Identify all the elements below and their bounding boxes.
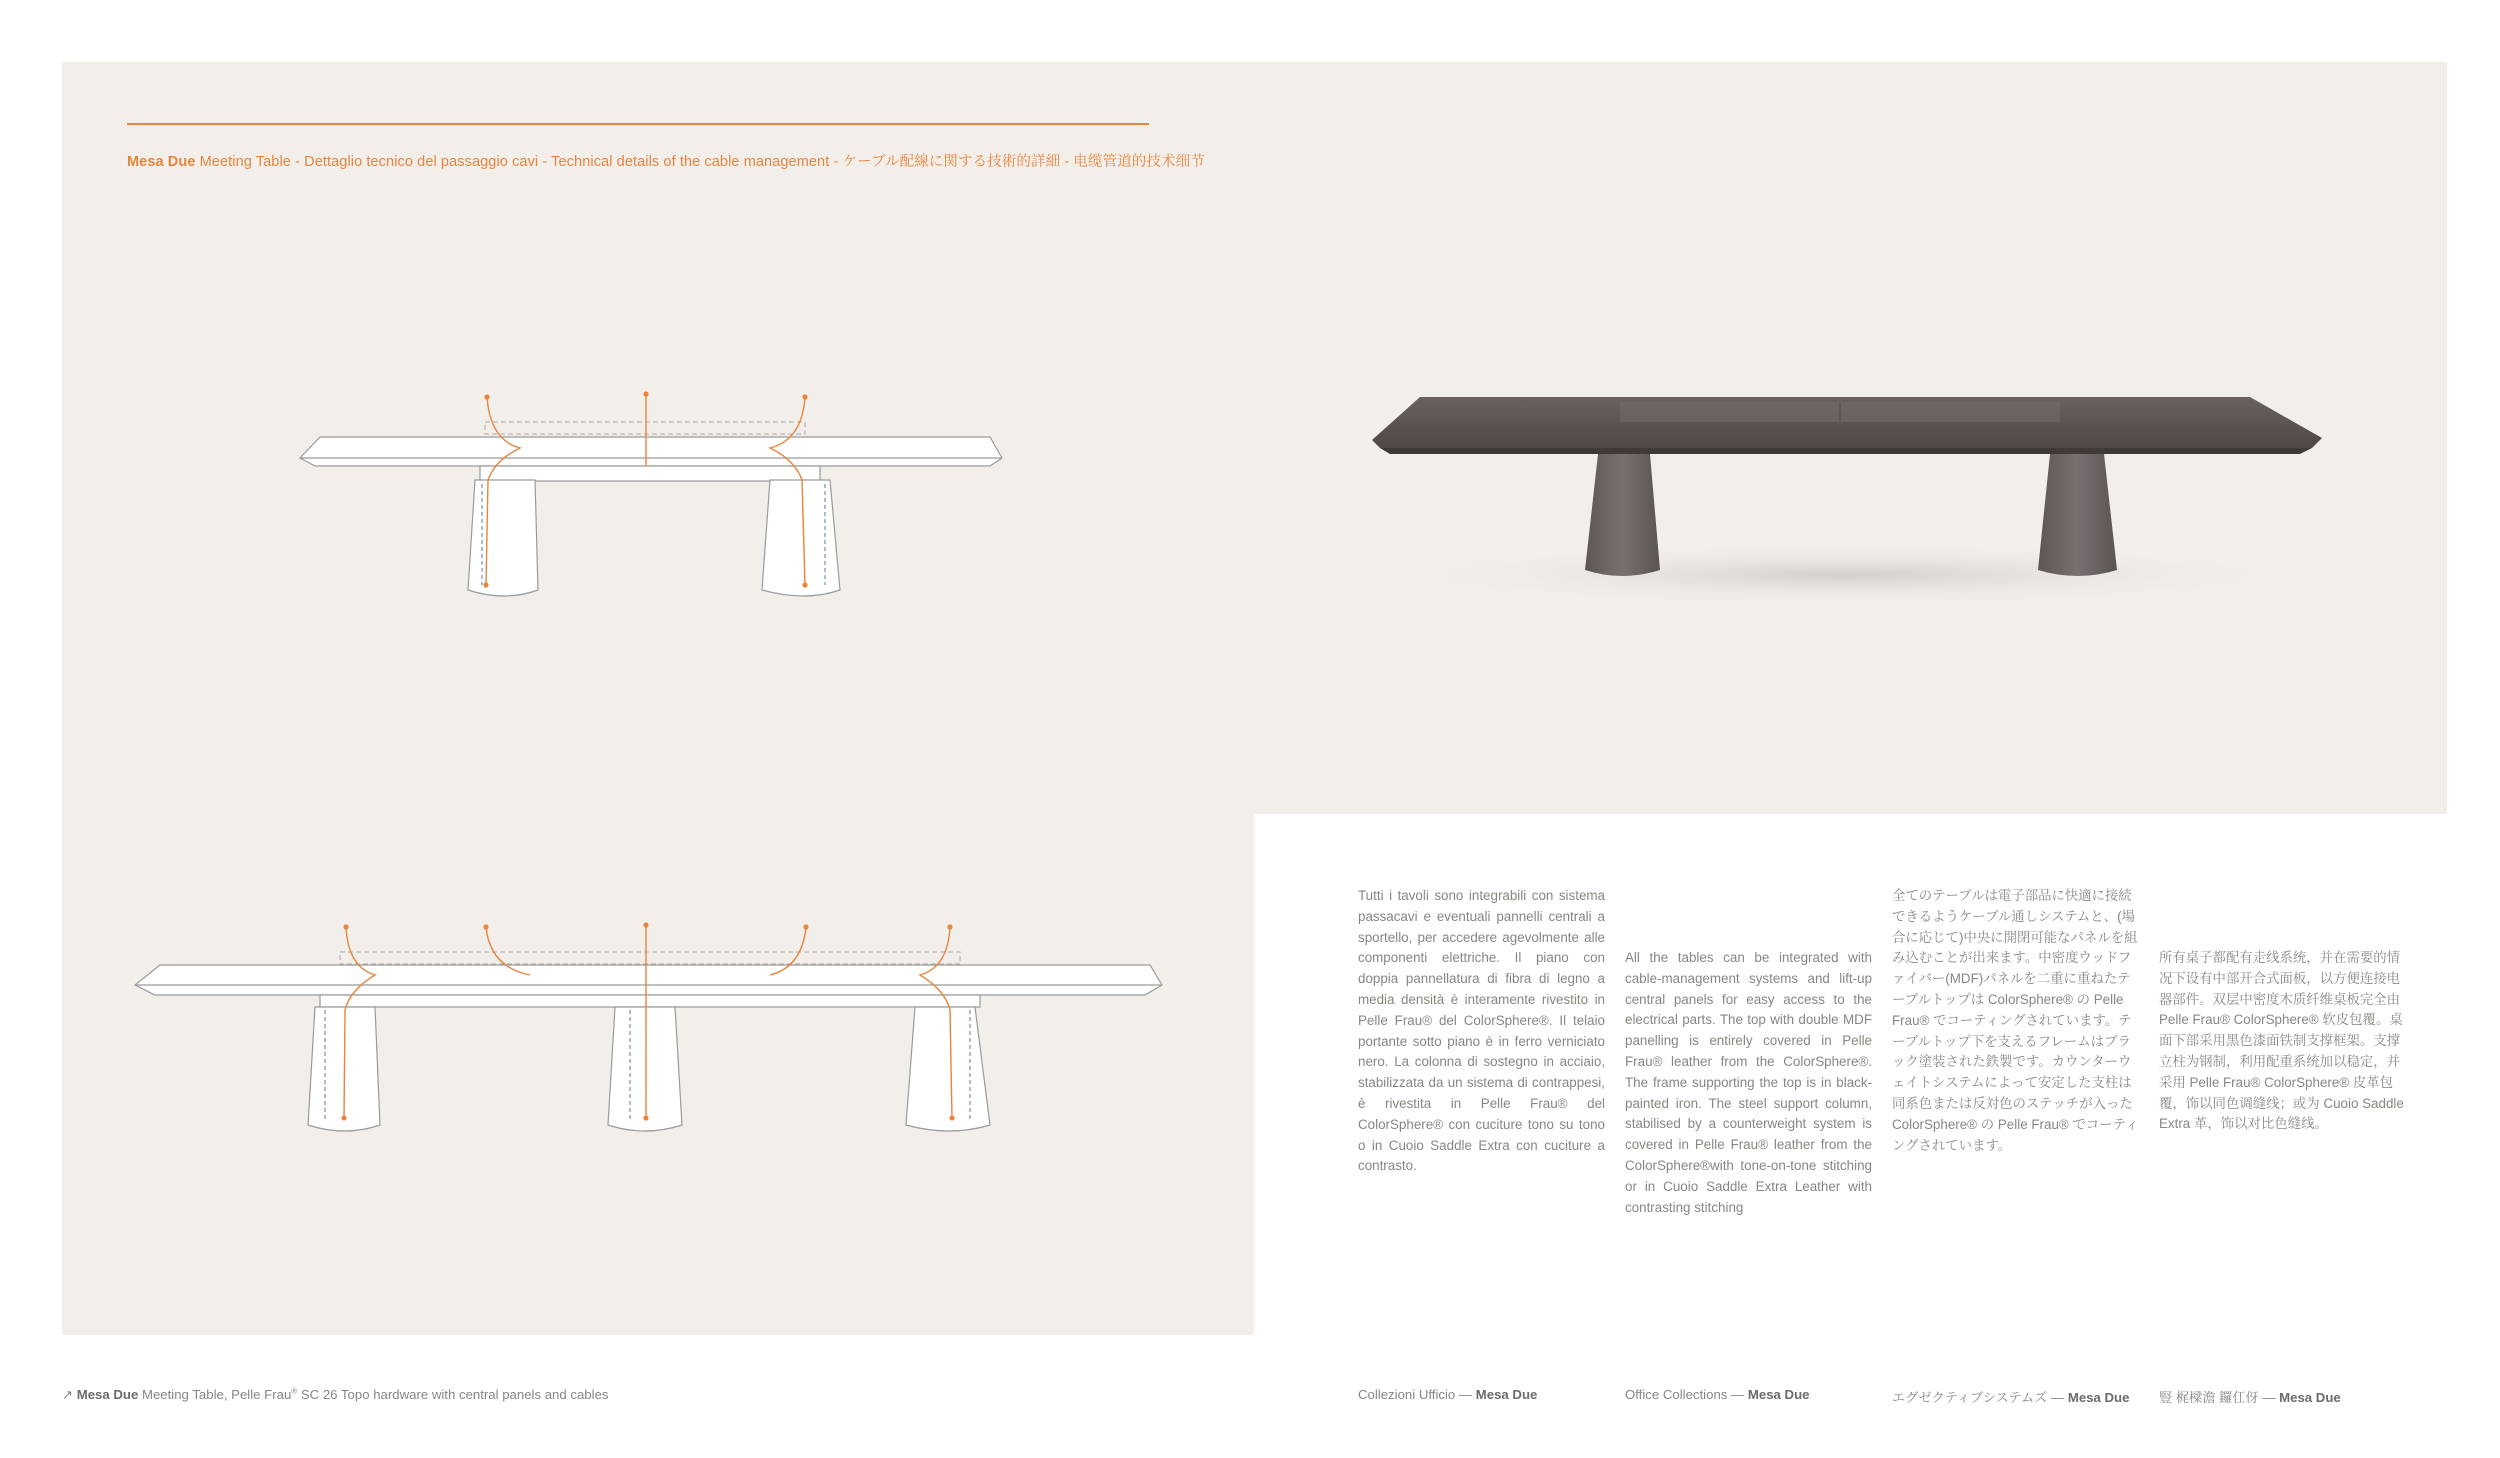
text-column-english: All the tables can be integrated with cable-management systems and lift-up central panels for easy access to the electrical parts. The top with double MDF panelling is entirely covered in Pelle Frau® leather from the ColorSphere®. The frame supporting the top is in black-painted iron. The steel support column, stabilised by a counterweight system is covered in Pelle Frau® leather from the ColorSphere®with tone-on-tone stitching or in Cuoio Saddle Extra Leather with contrasting stitching <box>1625 950 1872 1215</box>
caption-text-a: Meeting Table, Pelle Frau <box>138 1387 292 1402</box>
footer-product: Mesa Due <box>1475 1387 1538 1402</box>
table-top <box>135 965 1162 995</box>
page-headline <box>127 150 1205 171</box>
headline-product: Mesa Due <box>127 154 196 170</box>
image-caption <box>62 1387 609 1403</box>
table-leg-right <box>906 1007 990 1131</box>
table-leg-left <box>468 480 538 596</box>
table-leg-right <box>762 480 840 596</box>
caption-text-b: SC 26 Topo hardware with central panels and cables <box>297 1387 609 1402</box>
three-leg-table-diagram <box>130 905 1170 1145</box>
footer-label: 豎 梶樑澹 鑼仜伢 — <box>2159 1390 2280 1405</box>
footer-chinese <box>2159 1387 2341 1406</box>
headline-text: Meeting Table - Dettaglio tecnico del passaggio cavi - Technical details of the cable management - ケーブル配線に関する技術的詳細 - 电缆管道的技术细节 <box>195 154 1205 170</box>
text-column-chinese: 所有桌子都配有走线系统，并在需要的情况下设有中部开合式面板，以方便连接电器部件。双层中密度木质纤维桌板完全由 Pelle Frau® ColorSphere® 软皮包覆。桌面下部采用黑色漆面铁制支撑框架。支撑立柱为钢制，利用配重系统加以稳定，并采用 Pelle Frau® ColorSphere® 皮革包覆，饰以同色调缝线；或为 Cuoio Saddle Extra 革，饰以对比色缝线。 <box>2159 950 2404 1132</box>
footer-japanese <box>1892 1387 2129 1406</box>
footer-italian <box>1358 1387 1537 1402</box>
footer-product: Mesa Due <box>1747 1387 1810 1402</box>
text-column-italian: Tutti i tavoli sono integrabili con sistema passacavi e eventuali pannelli centrali a sportello, per accedere agevolmente alle componenti elettriche. Il piano con doppia pannellatura di fibra di legno a media densità è interamente rivestito in Pelle Frau® del ColorSphere®. Il telaio portante sotto piano è in ferro verniciato nero. La colonna di sostegno in acciaio, stabilizzata da un sistema di contrappesi, è rivestita in Pelle Frau® del ColorSphere® con cuciture tono su tono o in Cuoio Saddle Extra con cuciture a contrasto. <box>1358 888 1605 1174</box>
footer-product: Mesa Due <box>2067 1390 2130 1405</box>
table-leg-center <box>608 1007 682 1131</box>
caption-arrow-icon: ↗ <box>62 1387 74 1402</box>
table-photo <box>1360 370 2330 630</box>
text-column-japanese: 全てのテーブルは電子部品に快適に接続できるようケーブル通しシステムと、(場合に応じて)中央に開閉可能なパネルを組み込むことが出来ます。中密度ウッドファイバー(MDF)パネルを二重に重ねたテーブルトップは ColorSphere® の Pelle Frau® でコーティングされています。テーブルトップ下を支えるフレームはブラック塗装された鉄製です。カウンターウェイトシステムによって安定した支柱は同系色または反対色のステッチが入った ColorSphere® の Pelle Frau® でコーティングされています。 <box>1892 888 2139 1153</box>
caption-product: Mesa Due <box>76 1387 139 1402</box>
photo-leg-right <box>2038 454 2117 576</box>
header-rule <box>127 123 1149 125</box>
footer-product: Mesa Due <box>2279 1390 2341 1405</box>
footer-label: Office Collections — <box>1625 1387 1748 1402</box>
table-top <box>300 437 1002 466</box>
footer-label: エグゼクティブシステムズ — <box>1892 1390 2068 1405</box>
two-leg-table-diagram <box>290 380 1010 610</box>
photo-leg-left <box>1585 454 1660 576</box>
caption-registered: ® <box>291 1386 298 1396</box>
footer-english <box>1625 1387 1809 1402</box>
footer-label: Collezioni Ufficio — <box>1358 1387 1476 1402</box>
